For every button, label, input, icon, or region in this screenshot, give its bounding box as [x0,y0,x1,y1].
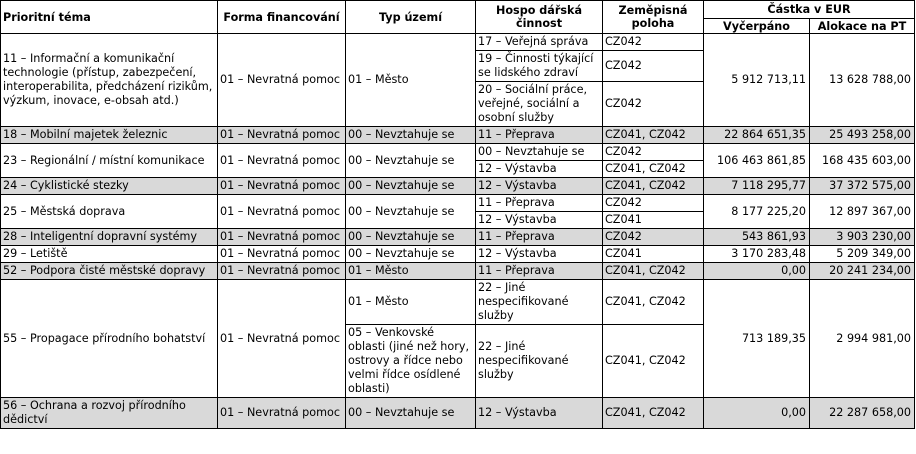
theme-cell: 23 – Regionální / místní komunikace [1,144,218,178]
allocation-cell: 12 897 367,00 [810,195,915,229]
activity-cell: 12 – Výstavba [476,212,603,229]
activity-cell: 22 – Jiné nespecifikované služby [476,280,603,325]
activity-cell: 20 – Sociální práce, veřejné, sociální a osobní služby [476,82,603,127]
theme-cell: 29 – Letiště [1,246,218,263]
spent-cell: 5 912 713,11 [704,34,810,127]
financing-cell: 01 – Nevratná pomoc [218,229,346,246]
spent-cell: 713 189,35 [704,280,810,398]
allocation-cell: 13 628 788,00 [810,34,915,127]
territory-cell: 00 – Nevztahuje se [346,229,476,246]
location-cell: CZ042 [603,34,704,51]
financing-cell: 01 – Nevratná pomoc [218,144,346,178]
allocation-cell: 2 994 981,00 [810,280,915,398]
header-forma-financovani: Forma financování [218,1,346,34]
territory-cell: 01 – Město [346,34,476,127]
financing-cell: 01 – Nevratná pomoc [218,34,346,127]
header-zemepisna-poloha: Zeměpisná poloha [603,1,704,34]
allocation-cell: 37 372 575,00 [810,178,915,195]
allocation-cell: 168 435 603,00 [810,144,915,178]
financing-cell: 01 – Nevratná pomoc [218,280,346,398]
table-row [1,263,915,280]
theme-cell: 56 – Ochrana a rozvoj přírodního dědictví [1,398,218,429]
financing-cell: 01 – Nevratná pomoc [218,178,346,195]
location-cell: CZ041, CZ042 [603,398,704,429]
header-vycerpano: Vyčerpáno [704,19,810,34]
territory-cell: 00 – Nevztahuje se [346,195,476,229]
table-row [1,246,915,263]
location-cell: CZ041 [603,246,704,263]
activity-cell: 11 – Přeprava [476,263,603,280]
allocation-cell: 25 493 258,00 [810,127,915,144]
financing-cell: 01 – Nevratná pomoc [218,263,346,280]
spent-cell: 543 861,93 [704,229,810,246]
location-cell: CZ042 [603,229,704,246]
territory-cell: 01 – Město [346,280,476,325]
financing-cell: 01 – Nevratná pomoc [218,195,346,229]
allocation-cell: 20 241 234,00 [810,263,915,280]
territory-cell: 05 – Venkovské oblasti (jiné než hory, ostrovy a řídce nebo velmi řídce osídlené oblasti) [346,325,476,398]
location-cell: CZ042 [603,82,704,127]
spent-cell: 106 463 861,85 [704,144,810,178]
activity-cell: 12 – Výstavba [476,398,603,429]
theme-cell: 55 – Propagace přírodního bohatství [1,280,218,398]
financing-cell: 01 – Nevratná pomoc [218,127,346,144]
location-cell: CZ041, CZ042 [603,263,704,280]
location-cell: CZ041, CZ042 [603,178,704,195]
activity-cell: 00 – Nevztahuje se [476,144,603,161]
table-row [1,195,915,212]
spent-cell: 7 118 295,77 [704,178,810,195]
activity-cell: 22 – Jiné nespecifikované služby [476,325,603,398]
activity-cell: 19 – Činnosti týkající se lidského zdraví [476,51,603,82]
location-cell: CZ041, CZ042 [603,127,704,144]
location-cell: CZ041, CZ042 [603,325,704,398]
table-row [1,34,915,51]
location-cell: CZ042 [603,51,704,82]
territory-cell: 00 – Nevztahuje se [346,178,476,195]
allocation-cell: 5 209 349,00 [810,246,915,263]
location-cell: CZ042 [603,195,704,212]
location-cell: CZ042 [603,144,704,161]
location-cell: CZ041, CZ042 [603,161,704,178]
spent-cell: 3 170 283,48 [704,246,810,263]
allocation-cell: 22 287 658,00 [810,398,915,429]
territory-cell: 00 – Nevztahuje se [346,127,476,144]
theme-cell: 25 – Městská doprava [1,195,218,229]
activity-cell: 12 – Výstavba [476,178,603,195]
spent-cell: 22 864 651,35 [704,127,810,144]
header-hospodarska-cinnost: Hospo dářská činnost [476,1,603,34]
location-cell: CZ041 [603,212,704,229]
theme-cell: 28 – Inteligentní dopravní systémy [1,229,218,246]
financing-cell: 01 – Nevratná pomoc [218,246,346,263]
table-row [1,178,915,195]
financing-cell: 01 – Nevratná pomoc [218,398,346,429]
territory-cell: 00 – Nevztahuje se [346,246,476,263]
spent-cell: 0,00 [704,263,810,280]
spent-cell: 8 177 225,20 [704,195,810,229]
theme-cell: 11 – Informační a komunikační technologie (přístup, zabezpečení, interoperabilita, předcházení rizikům, výzkum, inovace, e-obsah atd.) [1,34,218,127]
activity-cell: 11 – Přeprava [476,229,603,246]
activity-cell: 12 – Výstavba [476,246,603,263]
activity-cell: 11 – Přeprava [476,127,603,144]
table-row [1,127,915,144]
allocation-cell: 3 903 230,00 [810,229,915,246]
theme-cell: 52 – Podpora čisté městské dopravy [1,263,218,280]
table-row [1,229,915,246]
header-castka-v-eur: Částka v EUR [704,1,915,19]
territory-cell: 00 – Nevztahuje se [346,398,476,429]
header-prioritni-tema: Prioritní téma [1,1,218,34]
spent-cell: 0,00 [704,398,810,429]
location-cell: CZ041, CZ042 [603,280,704,325]
theme-cell: 24 – Cyklistické stezky [1,178,218,195]
header-alokace: Alokace na PT [810,19,915,34]
territory-cell: 01 – Město [346,263,476,280]
table-row [1,280,915,325]
activity-cell: 17 – Veřejná správa [476,34,603,51]
activity-cell: 12 – Výstavba [476,161,603,178]
activity-cell: 11 – Přeprava [476,195,603,212]
header-typ-uzemi: Typ území [346,1,476,34]
theme-cell: 18 – Mobilní majetek železnic [1,127,218,144]
territory-cell: 00 – Nevztahuje se [346,144,476,178]
table-row [1,144,915,161]
table-row [1,398,915,429]
